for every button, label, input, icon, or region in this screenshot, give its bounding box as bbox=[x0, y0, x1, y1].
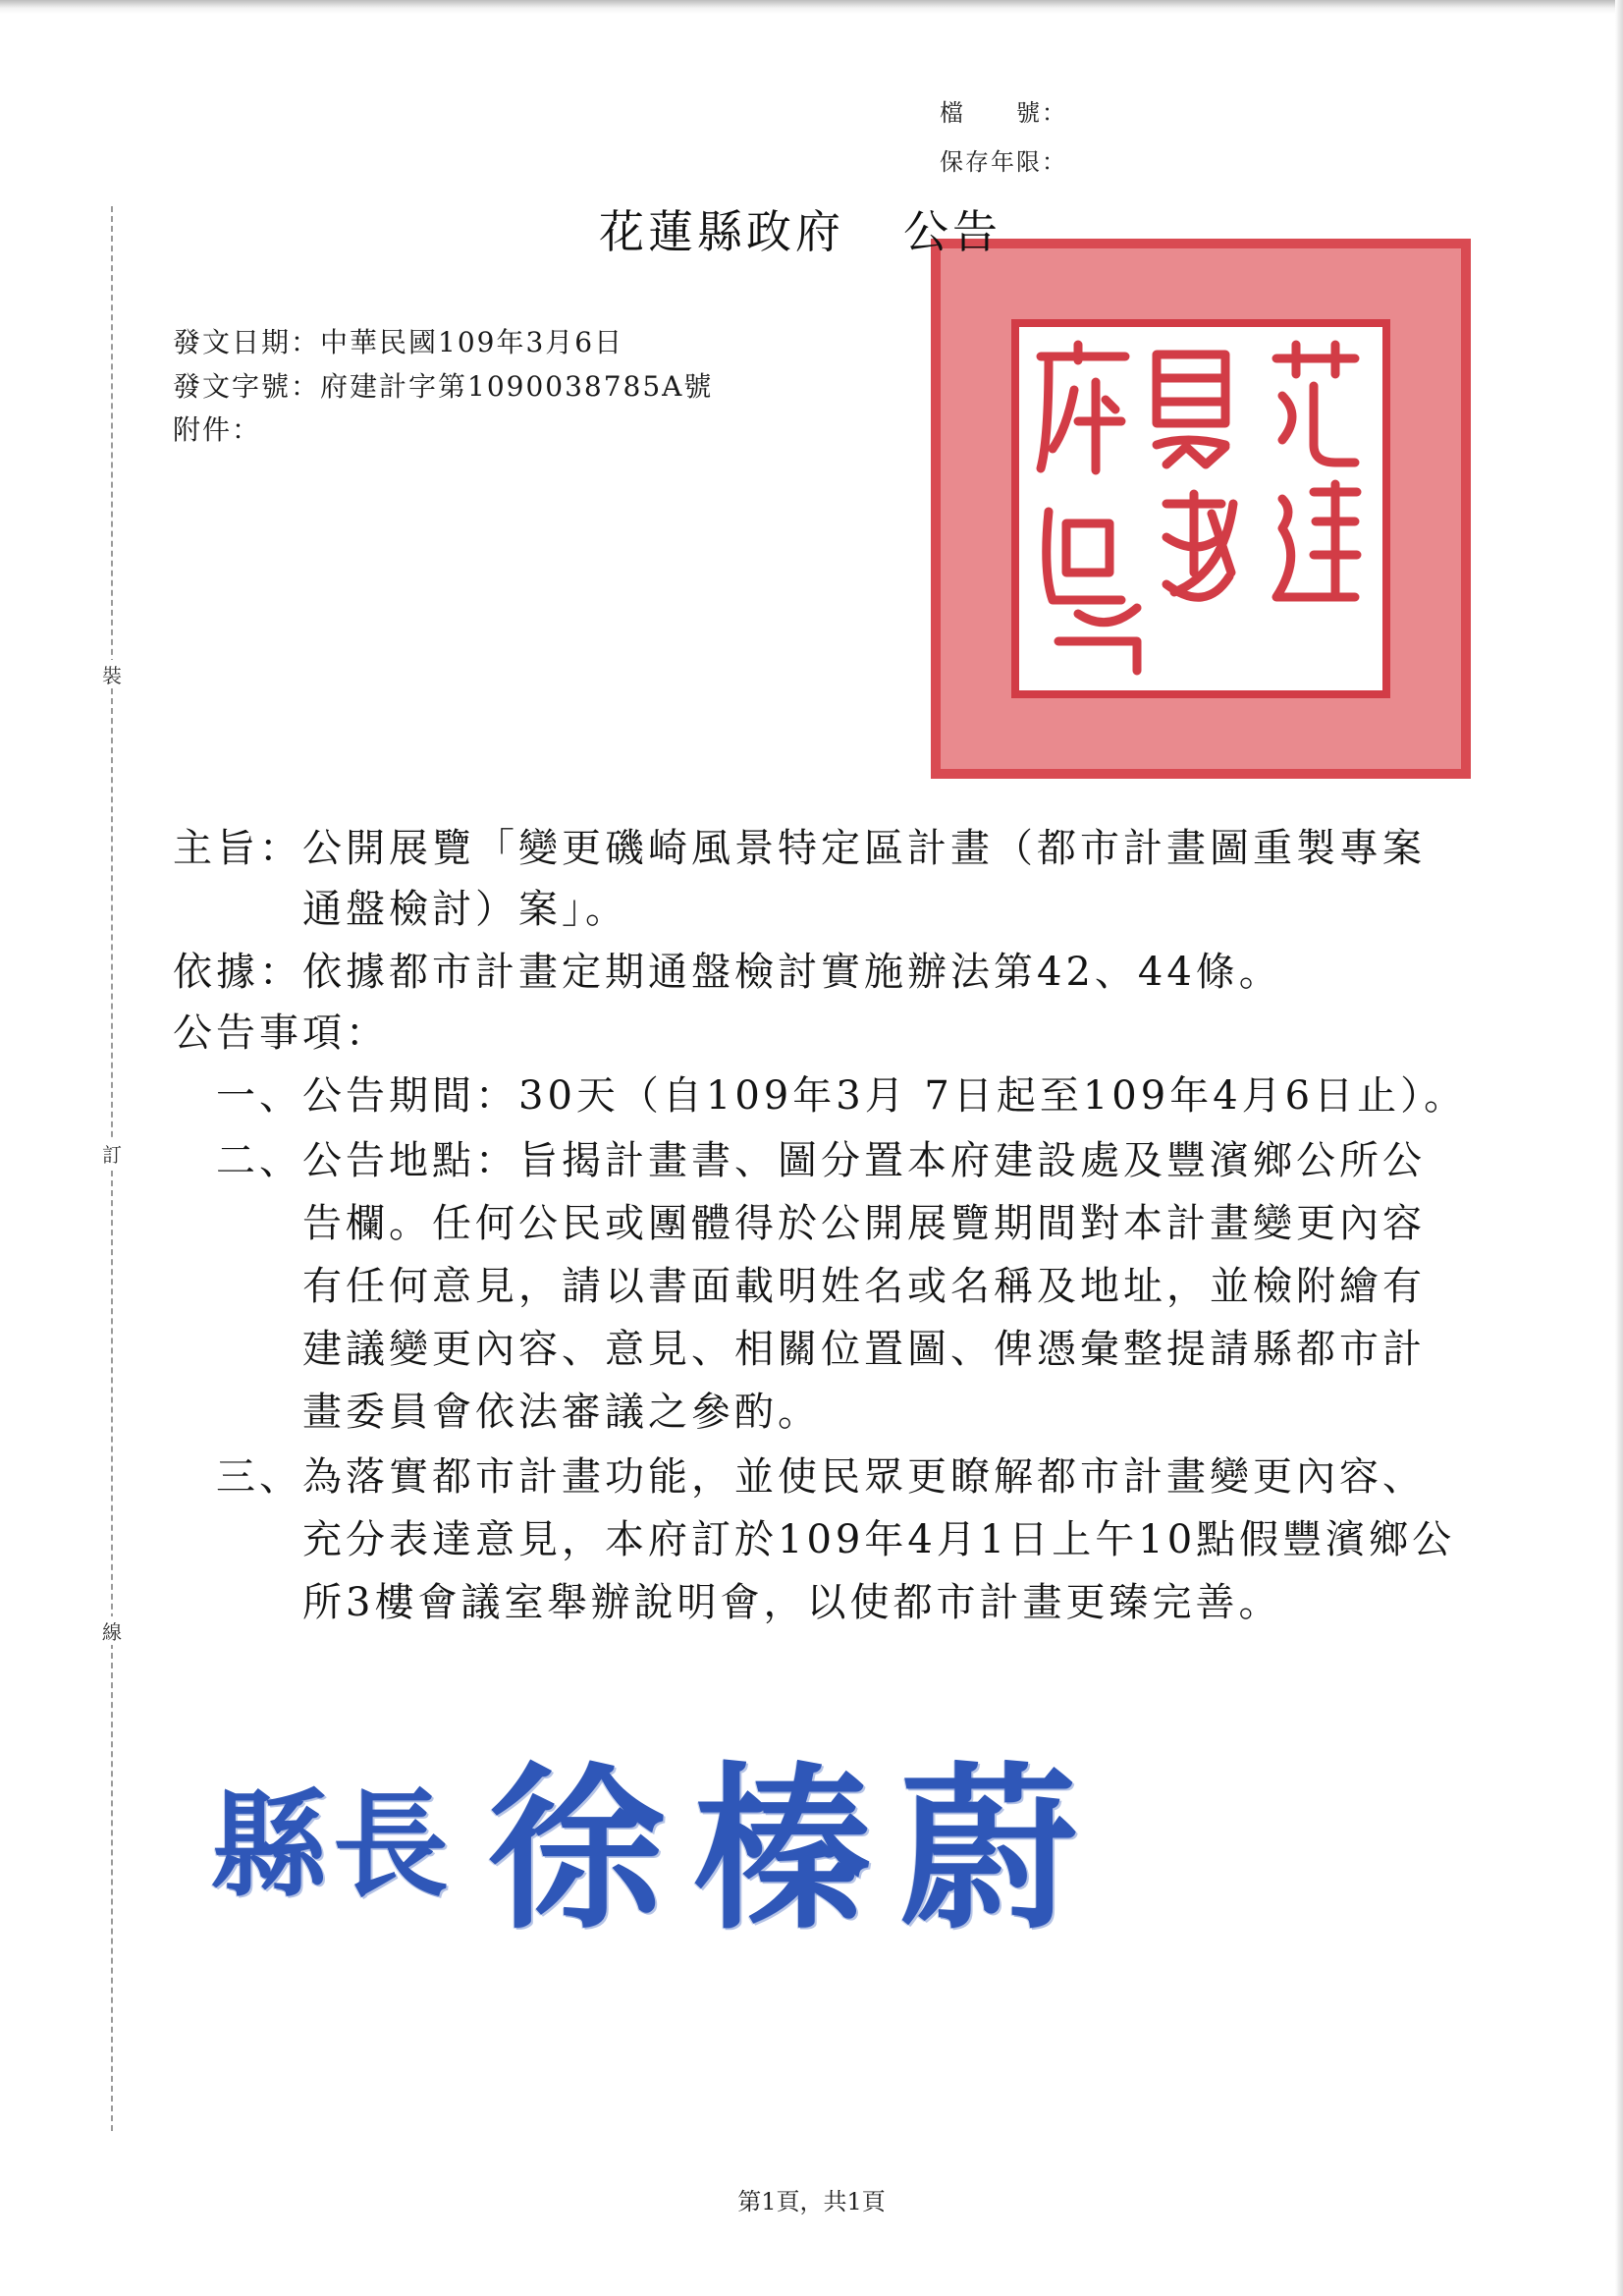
notice-item-2-line-1: 二、公告地點：旨揭計畫書、圖分置本府建設處及豐濱鄉公所公 bbox=[216, 1138, 1426, 1183]
notice-item-2-line-3: 有任何意見，請以書面載明姓名或名稱及地址，並檢附繪有 bbox=[302, 1264, 1426, 1309]
notice-item-2-line-4: 建議變更內容、意見、相關位置圖、俾憑彙整提請縣都市計 bbox=[302, 1327, 1426, 1372]
signature-stamp bbox=[211, 1709, 1107, 1962]
attachment-label: 附件： bbox=[173, 413, 262, 446]
official-seal bbox=[931, 239, 1471, 779]
signature-title: 縣長 bbox=[211, 1777, 456, 1913]
subject-line-2: 通盤檢討）案」。 bbox=[302, 887, 628, 932]
binding-mark-xian: 線 bbox=[100, 1616, 124, 1645]
archive-number-label: 檔 號： bbox=[940, 99, 1067, 127]
notice-item-1: 一、公告期間：30天（自109年3月 7日起至109年4月6日止）。 bbox=[216, 1073, 1468, 1119]
page-title bbox=[599, 196, 1001, 261]
retention-period-label: 保存年限： bbox=[940, 148, 1067, 176]
document-type: 公告 bbox=[903, 205, 1001, 258]
notice-item-2-line-2: 告欄。任何公民或團體得於公開展覽期間對本計畫變更內容 bbox=[302, 1201, 1426, 1246]
notice-item-2-line-5: 畫委員會依法審議之參酌。 bbox=[302, 1390, 821, 1435]
seal-glyphs-icon bbox=[1019, 327, 1382, 690]
signature-name: 徐榛蔚 bbox=[488, 1748, 1108, 1953]
binding-mark-ding: 訂 bbox=[100, 1139, 124, 1168]
notice-item-3-line-1: 三、為落實都市計畫功能，並使民眾更瞭解都市計畫變更內容、 bbox=[216, 1454, 1426, 1500]
subject-line-1: 主旨：公開展覽「變更磯崎風景特定區計畫（都市計畫圖重製專案 bbox=[173, 826, 1426, 871]
issue-date: 發文日期：中華民國109年3月6日 bbox=[173, 326, 624, 358]
notice-item-3-line-2: 充分表達意見，本府訂於109年4月1日上午10點假豐濱鄉公 bbox=[302, 1517, 1456, 1562]
agency-name: 花蓮縣政府 bbox=[599, 205, 844, 258]
notice-heading: 公告事項： bbox=[173, 1011, 389, 1056]
document-number: 發文字號：府建計字第1090038785A號 bbox=[173, 370, 714, 403]
binding-line bbox=[111, 206, 113, 2131]
notice-item-3-line-3: 所3樓會議室舉辦說明會，以使都市計畫更臻完善。 bbox=[302, 1580, 1282, 1625]
scan-edge-top bbox=[0, 0, 1623, 14]
page-number: 第1頁，共1頁 bbox=[737, 2188, 886, 2215]
scan-edge-right bbox=[1615, 0, 1623, 2296]
seal-inner-frame bbox=[1011, 319, 1390, 698]
binding-mark-zhuang: 裝 bbox=[100, 660, 124, 688]
basis-line: 依據：依據都市計畫定期通盤檢討實施辦法第42、44條。 bbox=[173, 950, 1282, 995]
